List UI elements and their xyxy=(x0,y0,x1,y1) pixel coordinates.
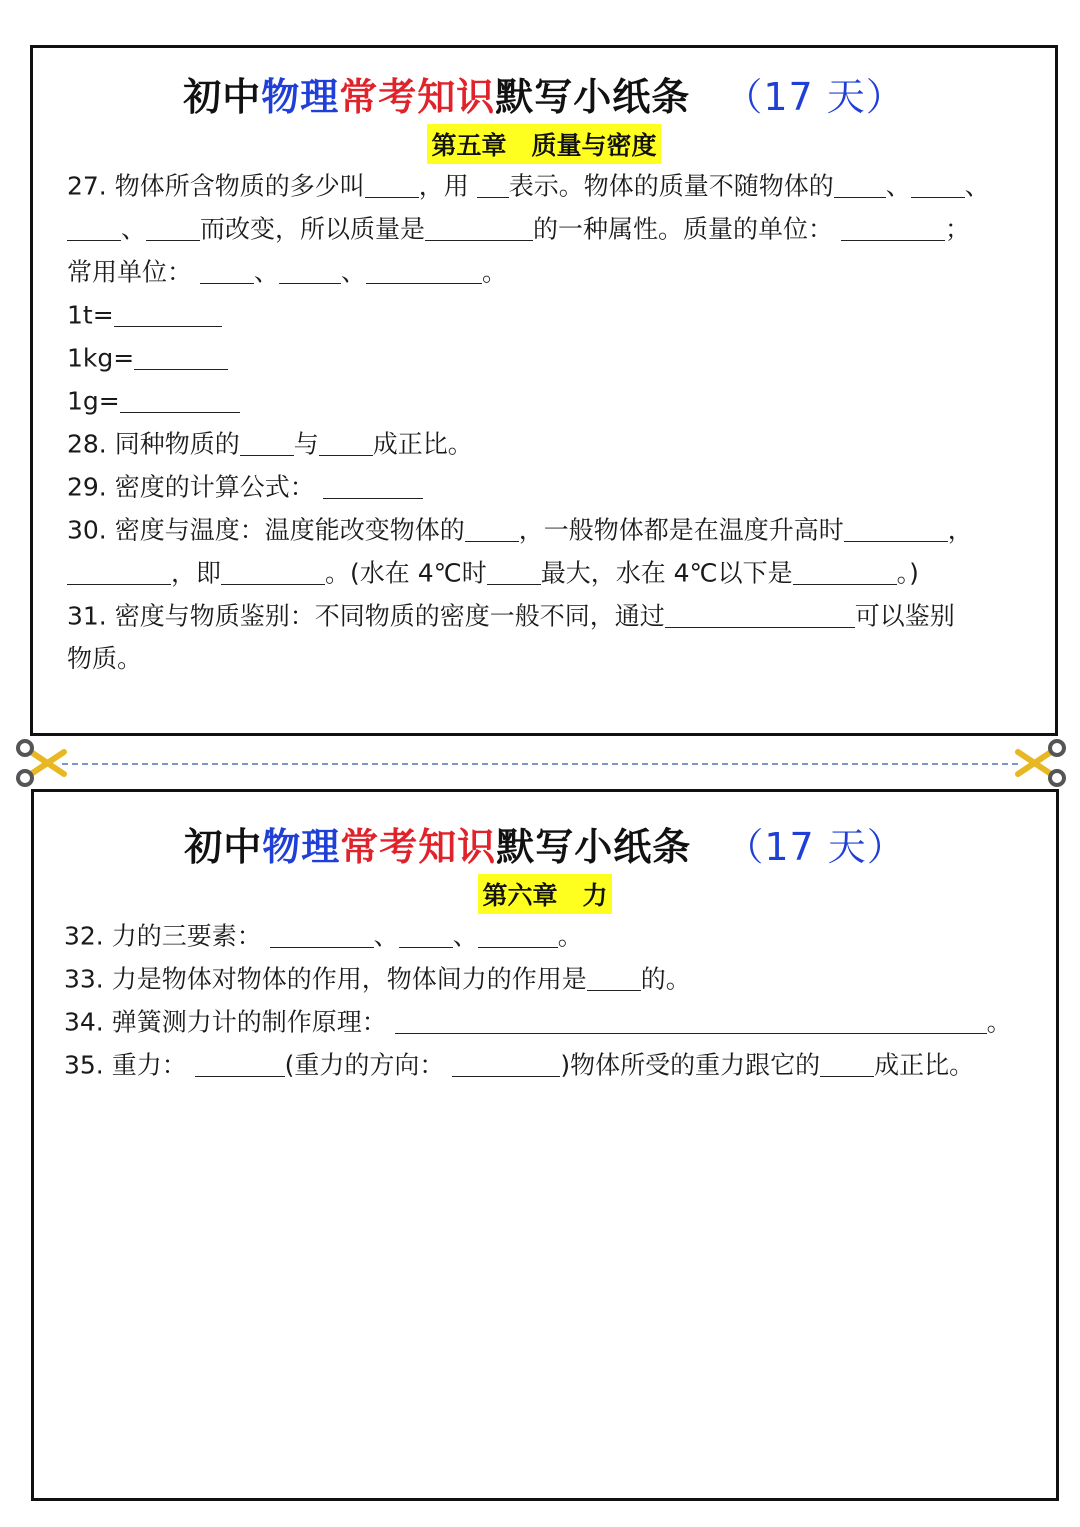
question-31-line-2: 物质。 xyxy=(67,644,143,673)
question-27-line-3: 常用单位： 、 、 。 xyxy=(67,257,508,287)
answer-blank[interactable] xyxy=(67,558,171,585)
answer-blank[interactable] xyxy=(200,257,254,284)
question-30-line-1: 30. 密度与温度：温度能改变物体的 ，一般物体都是在温度升高时 ， xyxy=(67,515,973,545)
answer-blank[interactable] xyxy=(114,300,222,327)
question-34: 34. 弹簧测力计的制作原理： 。 xyxy=(64,1007,1012,1037)
answer-blank[interactable] xyxy=(399,921,453,948)
question-33: 33. 力是物体对物体的作用，物体间力的作用是 的。 xyxy=(64,964,691,994)
question-35: 35. 重力： (重力的方向： )物体所受的重力跟它的 成正比。 xyxy=(64,1050,975,1080)
question-28: 28. 同种物质的 与 成正比。 xyxy=(67,429,473,459)
scissors-icon xyxy=(14,738,68,788)
question-29: 29. 密度的计算公式： xyxy=(67,472,423,502)
answer-blank[interactable] xyxy=(793,558,897,585)
answer-blank[interactable] xyxy=(452,1050,560,1077)
question-27-line-1: 27. 物体所含物质的多少叫 ，用 表示。物体的质量不随物体的 、 、 xyxy=(67,171,990,201)
answer-blank[interactable] xyxy=(366,257,482,284)
answer-blank[interactable] xyxy=(270,921,374,948)
question-27-line-2: 、 而改变，所以质量是 的一种属性。质量的单位： ； xyxy=(67,214,970,244)
question-30-line-2: ，即 。(水在 4℃时 最大，水在 4℃以下是 。) xyxy=(67,558,919,588)
answer-blank[interactable] xyxy=(279,257,341,284)
question-31-line-1: 31. 密度与物质鉴别：不同物质的密度一般不同，通过 可以鉴别 xyxy=(67,601,955,631)
day-count: （17 天） xyxy=(724,75,905,119)
answer-blank[interactable] xyxy=(820,1050,874,1077)
dictation-card-chapter-6 xyxy=(31,789,1059,1501)
answer-blank[interactable] xyxy=(465,515,519,542)
chapter-heading: 第五章 质量与密度 xyxy=(33,124,1055,164)
answer-blank[interactable] xyxy=(319,429,373,456)
answer-blank[interactable] xyxy=(487,558,541,585)
scissors-icon xyxy=(1014,738,1068,788)
answer-blank[interactable] xyxy=(587,964,641,991)
answer-blank[interactable] xyxy=(365,171,419,198)
cut-line xyxy=(62,763,1018,765)
answer-blank[interactable] xyxy=(120,386,240,413)
answer-blank[interactable] xyxy=(146,214,200,241)
card-title: 初中物理常考知识默写小纸条 （17 天） xyxy=(184,825,906,869)
answer-blank[interactable] xyxy=(395,1007,987,1034)
unit-conversion-t: 1t= xyxy=(67,300,222,330)
answer-blank[interactable] xyxy=(425,214,533,241)
answer-blank[interactable] xyxy=(240,429,294,456)
answer-blank[interactable] xyxy=(841,214,945,241)
chapter-heading: 第六章 力 xyxy=(34,874,1056,914)
question-32: 32. 力的三要素： 、 、 。 xyxy=(64,921,583,951)
answer-blank[interactable] xyxy=(478,921,558,948)
day-count: （17 天） xyxy=(725,825,906,869)
card-title: 初中物理常考知识默写小纸条 （17 天） xyxy=(183,75,905,119)
answer-blank[interactable] xyxy=(911,171,965,198)
answer-blank[interactable] xyxy=(844,515,948,542)
answer-blank[interactable] xyxy=(221,558,325,585)
answer-blank[interactable] xyxy=(477,171,509,198)
answer-blank[interactable] xyxy=(134,343,228,370)
unit-conversion-kg: 1kg= xyxy=(67,343,228,373)
dictation-card-chapter-5 xyxy=(30,45,1058,736)
unit-conversion-g: 1g= xyxy=(67,386,240,416)
answer-blank[interactable] xyxy=(195,1050,285,1077)
answer-blank[interactable] xyxy=(834,171,886,198)
answer-blank[interactable] xyxy=(323,472,423,499)
answer-blank[interactable] xyxy=(67,214,121,241)
answer-blank[interactable] xyxy=(665,601,855,628)
